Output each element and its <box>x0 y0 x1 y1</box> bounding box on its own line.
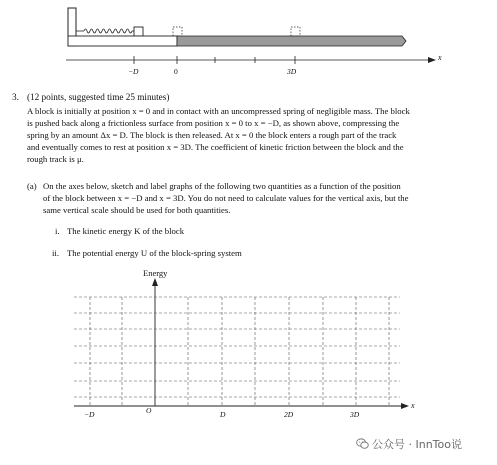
part-a-label: (a) <box>27 181 37 191</box>
problem-line: is pushed back along a frictionless surface from position x = 0 to x = −D, as shown above, compressing the <box>27 118 400 128</box>
block <box>134 27 143 36</box>
part-a-line: same vertical scale should be used for both quantities. <box>43 205 231 215</box>
problem-header: (12 points, suggested time 25 minutes) <box>27 92 170 102</box>
spring-block-figure <box>0 0 497 80</box>
part-a-text <box>43 180 408 216</box>
rough-track <box>177 36 406 46</box>
energy-axis-arrow <box>152 278 158 286</box>
graph-x-label: x <box>411 401 415 410</box>
grid-horizontal <box>74 297 400 397</box>
watermark-text: 公众号 · InnToo说 <box>372 438 462 451</box>
problem-number: 3. <box>12 92 19 102</box>
wechat-icon <box>356 437 369 450</box>
track-axis-arrow <box>428 57 436 63</box>
spring <box>76 29 134 33</box>
energy-graph <box>0 278 497 418</box>
item-i-text: The kinetic energy K of the block <box>67 226 185 236</box>
problem-line: spring by an amount Δx = D. The block is then released. At x = 0 the block enters a rough part of the track <box>27 130 397 140</box>
block-ghost-final <box>291 27 300 36</box>
part-a-line: On the axes below, sketch and label graphs of the following two quantities as a function of the position <box>43 181 401 191</box>
graph-tick-3d: 3D <box>350 410 360 419</box>
graph-tick-origin: O <box>146 406 152 415</box>
item-i-label: i. <box>55 226 60 236</box>
frictionless-surface <box>68 36 177 46</box>
position-axis-arrow <box>401 403 409 409</box>
track-tick-3d: 3D <box>287 67 297 76</box>
item-ii-label: ii. <box>52 248 59 258</box>
grid-vertical <box>90 297 389 406</box>
track-tick-minus-d: −D <box>128 67 139 76</box>
graph-tick-d: D <box>220 410 226 419</box>
block-ghost-origin <box>173 27 182 36</box>
problem-line: A block is initially at position x = 0 and in contact with an uncompressed spring of negligible mass. The block <box>27 106 410 116</box>
track-axis-label: x <box>438 53 442 62</box>
watermark <box>356 436 462 452</box>
problem-line: and eventually comes to rest at position x = 3D. The coefficient of kinetic friction between the block and the <box>27 142 404 152</box>
graph-tick-2d: 2D <box>284 410 294 419</box>
item-ii-text: The potential energy U of the block-spring system <box>67 248 242 258</box>
track-tick-zero: 0 <box>174 67 178 76</box>
graph-tick-minus-d: −D <box>84 410 95 419</box>
graph-y-label: Energy <box>143 268 168 278</box>
problem-text <box>27 105 410 165</box>
part-a-line: of the block between x = −D and x = 3D. You do not need to calculate values for the vertical axis, but the <box>43 193 409 203</box>
problem-line: rough track is μ. <box>27 154 84 164</box>
